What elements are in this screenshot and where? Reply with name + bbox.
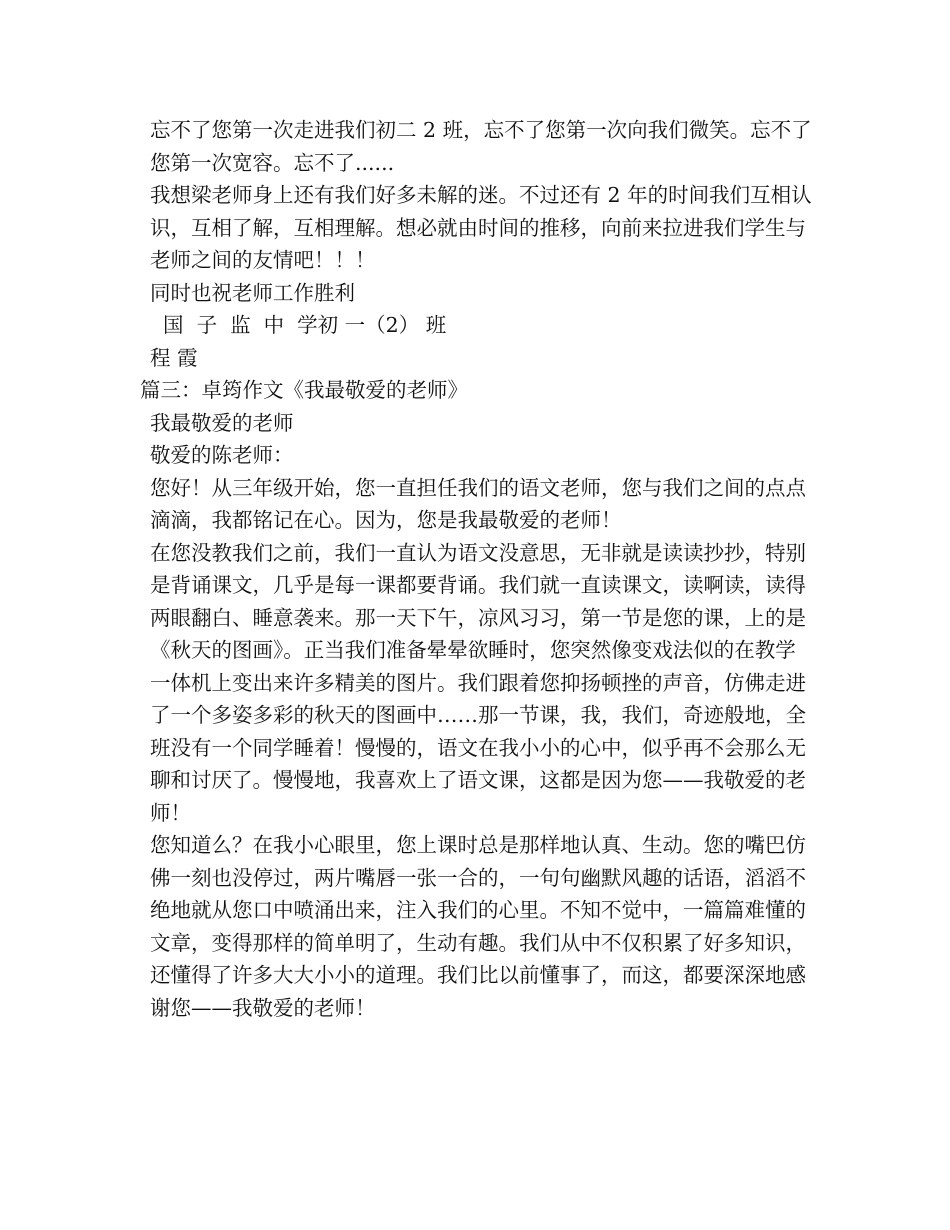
signature-name: 程 霞 (150, 345, 198, 370)
document-body (140, 114, 812, 1024)
paragraph-before: 在您没教我们之前，我们一直认为语文没意思，无非就是读读抄抄，特别是背诵课文，几乎是每一课都要背诵。我们就一直读课文，读啊读，读得两眼翻白、睡意袭来。那一天下午，凉风习习，第一节是您的课，上的是《秋天的图画》。正当我们准备晕晕欲睡时，您突然像变戏法似的在教学一体机上变出来许多精美的图片。我们跟着您抑扬顿挫的声音，仿佛走进了一个多姿多彩的秋天的图画中……那一节课，我，我们，奇迹般地，全班没有一个同学睡着！慢慢的，语文在我小小的心中，似乎再不会那么无聊和讨厌了。慢慢地，我喜欢上了语文课，这都是因为您——我敬爱的老师！ (150, 540, 806, 825)
paragraph-wish: 同时也祝老师工作胜利 (150, 280, 355, 305)
essay-title: 我最敬爱的老师 (150, 410, 294, 435)
section-heading: 篇三：卓筠作文《我最敬爱的老师》 (140, 378, 468, 402)
paragraph-mystery: 我想梁老师身上还有我们好多未解的迷。不过还有 2 年的时间我们互相认识，互相了解，互相理解。想必就由时间的推移，向前来拉进我们学生与老师之间的友情吧！！！ (150, 183, 812, 272)
paragraph-forget: 忘不了您第一次走进我们初二 2 班，忘不了您第一次向我们微笑。忘不了您第一次宽容。忘不了...... (150, 118, 812, 175)
salutation: 敬爱的陈老师： (150, 443, 294, 467)
signature-school: 国 子 监 中 学初 一（2） 班 (150, 313, 447, 337)
paragraph-greeting: 您好！从三年级开始，您一直担任我们的语文老师，您与我们之间的点点滴滴，我都铭记在心。因为，您是我最敬爱的老师！ (150, 475, 806, 532)
paragraph-class: 您知道么？在我小心眼里，您上课时总是那样地认真、生动。您的嘴巴仿佛一刻也没停过，两片嘴唇一张一合的，一句句幽默风趣的话语，滔滔不绝地就从您口中喷涌出来，注入我们的心里。不知不觉中，一篇篇难懂的文章，变得那样的简单明了，生动有趣。我们从中不仅积累了好多知识，还懂得了许多大大小小的道理。我们比以前懂事了，而这，都要深深地感谢您——我敬爱的老师！ (150, 833, 806, 1020)
